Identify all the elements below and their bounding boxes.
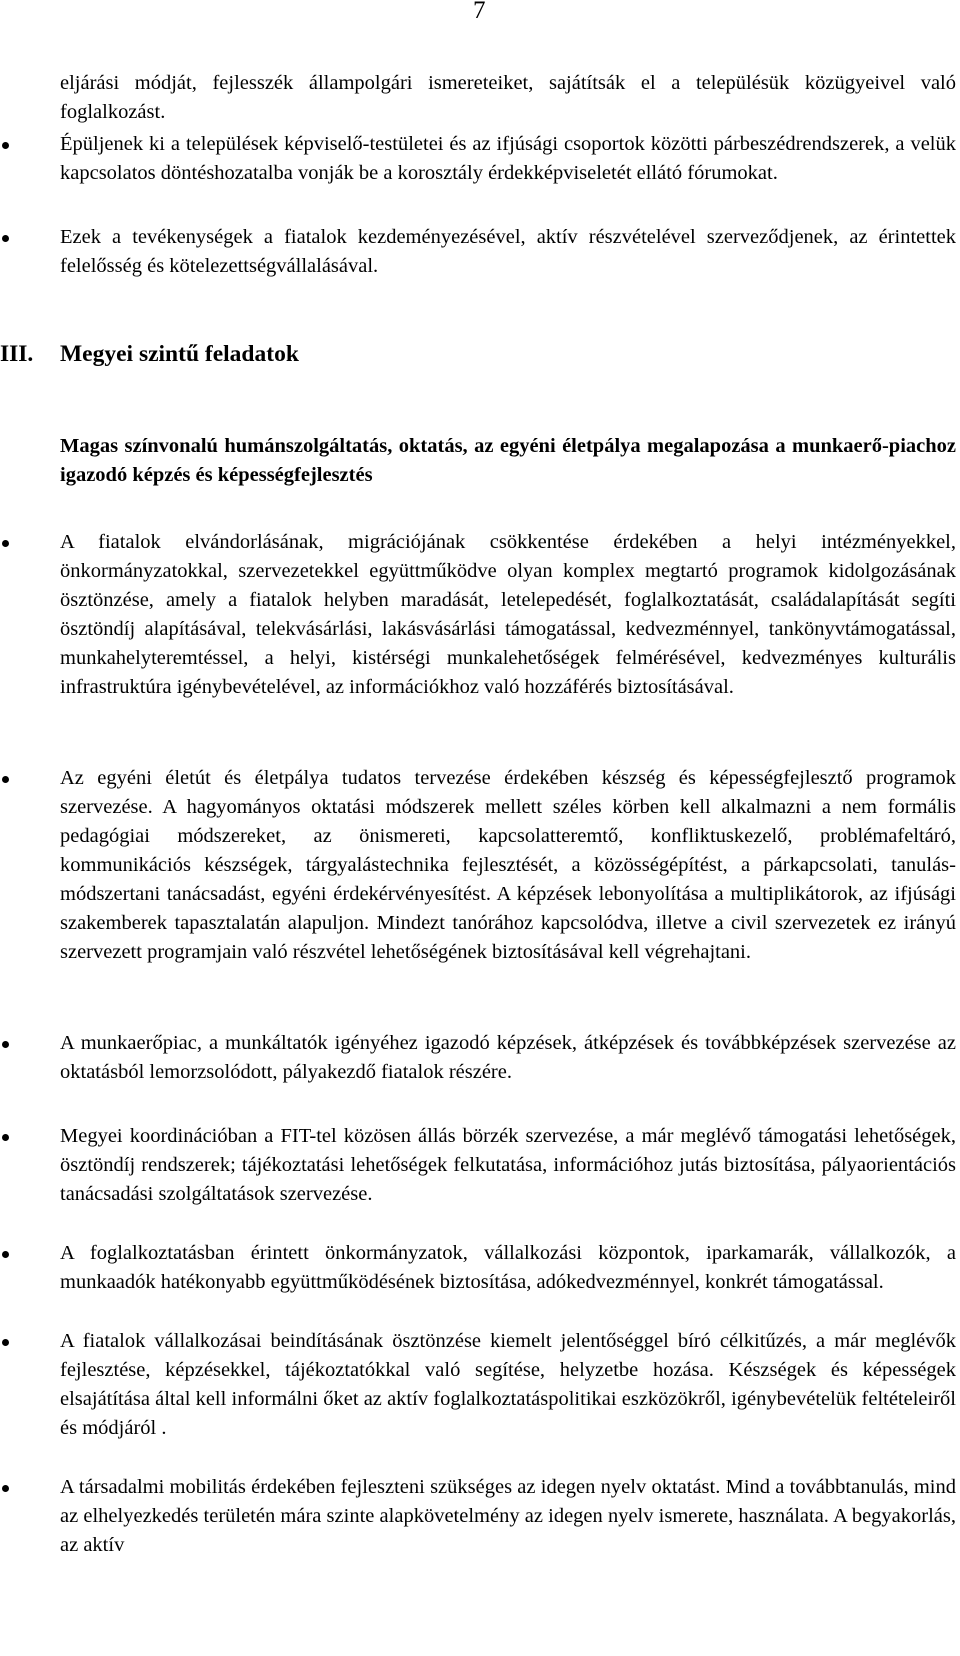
list-item: Ezek a tevékenységek a fiatalok kezdeményezésével, aktív részvételével szerveződjenek, az érintettek felelősség és kötelezettségvállalásával. bbox=[60, 226, 956, 277]
bullet-marker bbox=[2, 142, 9, 149]
list-item: A fiatalok elvándorlásának, migrációjának csökkentése érdekében a helyi intézményekkel, önkormányzatokkal, szervezetekkel együttműködve olyan komplex megtartó programok kidolgozásának ösztönzése, amely a fiatalok helyben maradását, letelepedését, foglalkoztatását, családalapítását segíti ösztöndíj alapításával, telekvásárlási, lakásvásárlási támogatással, kedvezménnyel, tankönyvtámogatással, munkahelyteremtéssel, a helyi, kistérségi munkalehetőségek felmérésével, kedvezményes kulturális infrastruktúra igénybevételével, az információkhoz való hozzáférés biztosításával. bbox=[60, 531, 956, 698]
list-item: A társadalmi mobilitás érdekében fejleszteni szükséges az idegen nyelv oktatást. Mind a továbbtanulás, mind az elhelyezkedés területén mára szinte alapkövetelmény az idegen nyelv ismerete, használata. A begyakorlás, az aktív bbox=[60, 1476, 956, 1556]
list-item: A fiatalok vállalkozásai beindításának ösztönzése kiemelt jelentőséggel bíró célkitűzés, a már meglévők fejlesztése, képzésekkel, tájékoztatókkal való segítése, helyzetbe hozása. Készségek és képességek elsajátítása által kell informálni őket az aktív foglalkoztatáspolitikai eszközökről, igénybevételük feltételeiről és módjáról . bbox=[60, 1330, 956, 1439]
section-number: III. bbox=[0, 341, 34, 367]
page-number: 7 bbox=[473, 0, 486, 24]
bullet-marker bbox=[2, 1485, 9, 1492]
section-title: Megyei szintű feladatok bbox=[60, 341, 299, 367]
bullet-marker bbox=[2, 1041, 9, 1048]
list-item: Megyei koordinációban a FIT-tel közösen állás börzék szervezése, a már meglévő támogatási lehetőségek, ösztöndíj rendszerek; tájékoztatási lehetőségek felkutatása, információhoz jutás biztosítása, pályaorientációs tanácsadási szolgáltatások szervezése. bbox=[60, 1125, 956, 1205]
intro-paragraph: eljárási módját, fejlesszék állampolgári ismereteiket, sajátítsák el a településük közügyeivel való foglalkozást. bbox=[60, 72, 956, 123]
section-heading bbox=[0, 340, 956, 369]
subsection-title: Magas színvonalú humánszolgáltatás, oktatás, az egyéni életpálya megalapozása a munkaerő-piachoz igazodó képzés és képességfejlesztés bbox=[60, 435, 956, 486]
bullet-marker bbox=[2, 235, 9, 242]
list-item: A munkaerőpiac, a munkáltatók igényéhez igazodó képzések, átképzések és továbbképzések szervezése az oktatásból lemorzsolódott, pályakezdő fiatalok részére. bbox=[60, 1032, 956, 1083]
bullet-marker bbox=[2, 1251, 9, 1258]
bullet-marker bbox=[2, 776, 9, 783]
subsection-heading bbox=[0, 432, 956, 490]
list-item: A foglalkoztatásban érintett önkormányzatok, vállalkozási központok, iparkamarák, vállalkozók, a munkaadók hatékonyabb együttműködésének biztosítása, adókedvezménnyel, konkrét támogatással. bbox=[60, 1242, 956, 1293]
bullet-marker bbox=[2, 1134, 9, 1141]
subsection-number bbox=[0, 432, 60, 461]
bullet-marker bbox=[2, 1339, 9, 1346]
list-item: Épüljenek ki a települések képviselő-testületei és az ifjúsági csoportok közötti párbeszédrendszerek, a velük kapcsolatos döntéshozatalba vonják be a korosztály érdekképviseletét ellátó fórumokat. bbox=[60, 133, 956, 184]
bullet-marker bbox=[2, 540, 9, 547]
list-item: Az egyéni életút és életpálya tudatos tervezése érdekében készség és képességfejlesztő programok szervezése. A hagyományos oktatási módszerek mellett széles körben kell alkalmazni a nem formális pedagógiai módszereket, az önismereti, kapcsolatteremtő, konfliktuskezelő, problémafeltáró, kommunikációs készségek, tárgyalástechnika fejlesztését, a közösségépítést, a párkapcsolati, tanulás-módszertani tanácsadást, egyéni érdekérvényesítést. A képzések lebonyolítása a multiplikátorok, az ifjúsági szakemberek tapasztalatán alapuljon. Mindezt tanórához kapcsolódva, illetve a civil szervezetek ez irányú szervezett programjain való részvétel lehetőségének biztosításával kell végrehajtani. bbox=[60, 767, 956, 963]
